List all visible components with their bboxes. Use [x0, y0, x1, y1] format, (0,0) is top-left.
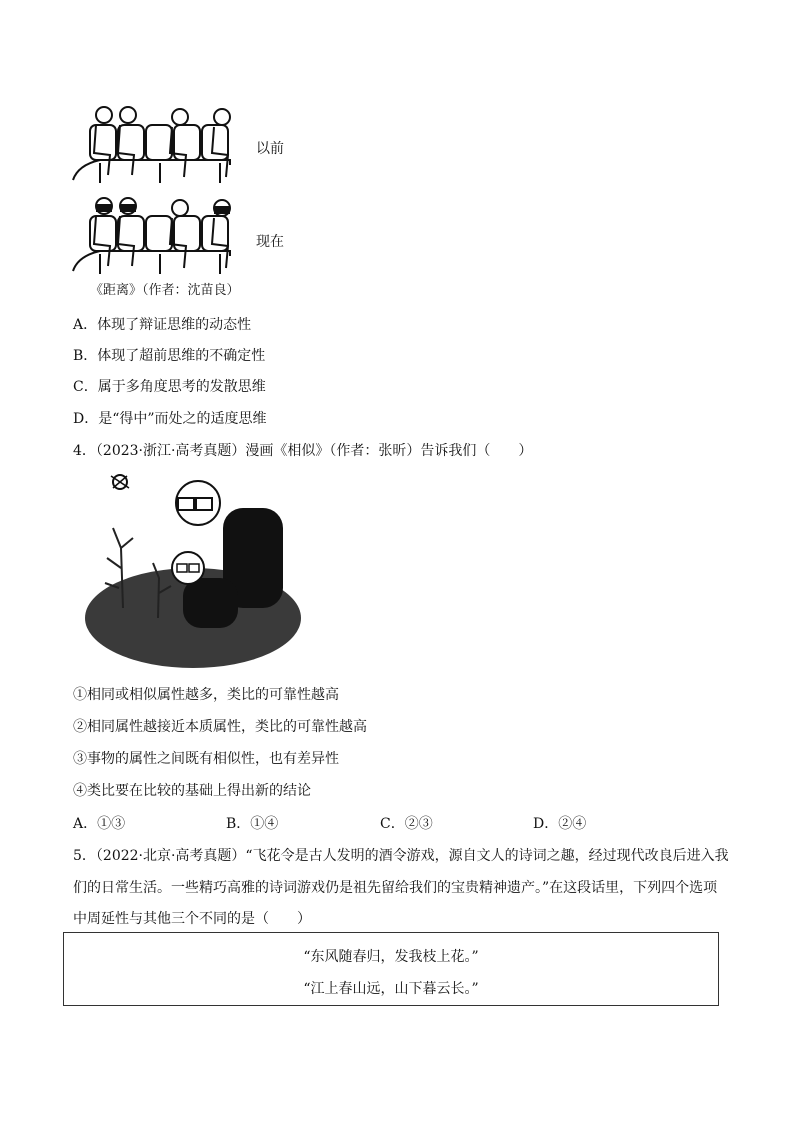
cartoon-now-illustration	[70, 196, 250, 278]
label-now: 现在	[256, 234, 284, 250]
quote-1: “东风随春归，发我枝上花。”	[303, 949, 479, 965]
cartoon-before-illustration	[70, 105, 250, 187]
option-c: C．属于多角度思考的发散思维	[73, 379, 266, 395]
option-b: B．体现了超前思维的不确定性	[73, 348, 266, 364]
question-5-stem-line-1: 5．（2022·北京·高考真题）“飞花令是古人发明的酒令游戏，源自文人的诗词之趣，经过现代改良后进入我	[73, 848, 729, 864]
statement-1: ①相同或相似属性越多，类比的可靠性越高	[73, 687, 339, 703]
cartoon-similar-illustration	[83, 468, 303, 678]
q4-option-b: B．①④	[226, 816, 279, 832]
statement-3: ③事物的属性之间既有相似性，也有差异性	[73, 751, 339, 767]
question-4-stem: 4．（2023·浙江·高考真题）漫画《相似》（作者：张昕）告诉我们（ ）	[73, 443, 533, 459]
quote-2: “江上春山远，山下暮云长。”	[303, 981, 479, 997]
label-before: 以前	[256, 141, 284, 157]
statement-4: ④类比要在比较的基础上得出新的结论	[73, 783, 311, 799]
q4-option-a: A．①③	[73, 816, 126, 832]
figure-caption: 《距离》（作者：沈苗良）	[90, 283, 240, 298]
quote-box	[63, 932, 719, 1006]
option-a: A．体现了辩证思维的动态性	[73, 317, 252, 333]
q4-option-c: C．②③	[380, 816, 433, 832]
option-d: D．是“得中”而处之的适度思维	[73, 411, 267, 427]
question-5-stem-line-3: 中周延性与其他三个不同的是（ ）	[73, 911, 311, 927]
q4-option-d: D．②④	[533, 816, 587, 832]
question-5-stem-line-2: 们的日常生活。一些精巧高雅的诗词游戏仍是祖先留给我们的宝贵精神遗产。”在这段话里，下列四个选项	[73, 880, 718, 896]
statement-2: ②相同属性越接近本质属性，类比的可靠性越高	[73, 719, 367, 735]
